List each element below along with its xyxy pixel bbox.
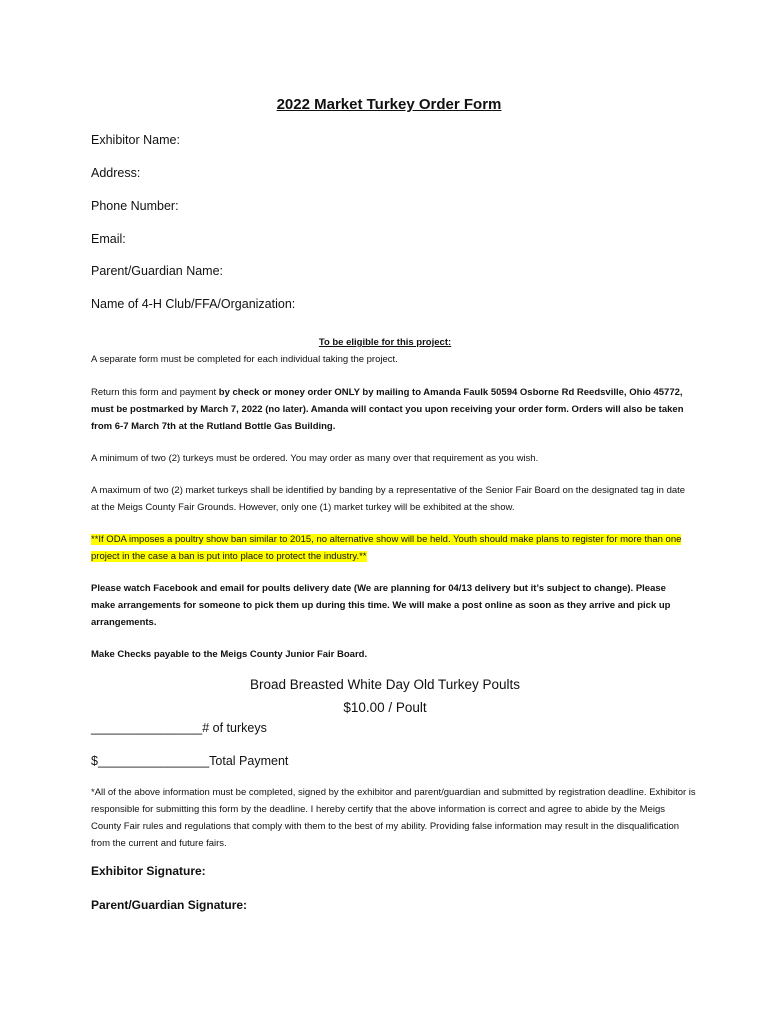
checks-payable-paragraph: Make Checks payable to the Meigs County Junior Fair Board. [91, 649, 368, 660]
number-of-turkeys-line: ________________# of turkeys [91, 721, 267, 735]
exhibitor-signature-label: Exhibitor Signature: [91, 864, 206, 878]
certification-paragraph: *All of the above information must be completed, signed by the exhibitor and parent/guardian and submitted by registration deadline. Exhibitor is responsible for submitting this form by the deadline. I hereby certify that the above information is correct and agree to abide by the Meigs County Fair rules and regulations that comply with them to the best of my ability. Providing false information may result in the disqualification from the current and future fairs. [91, 787, 696, 849]
form-title: 2022 Market Turkey Order Form [276, 96, 502, 113]
return-bold-text: by check or money order ONLY by mailing to Amanda Faulk 50594 Osborne Rd Reedsville, Ohio 45772, must be postmarked by March 7, 2022 (no later). Amanda will contact you upon receiving your order form. Orders will also be taken from 6-7 March 7th at the Rutland Bottle Gas Building. [91, 387, 684, 432]
facebook-delivery-paragraph: Please watch Facebook and email for poults delivery date (We are planning for 04/13 delivery but it’s subject to change). Please make arrangements for someone to pick them up during this time. We will make a post online as soon as they arrive and pick up arrangements. [91, 583, 671, 628]
minimum-order-paragraph: A minimum of two (2) turkeys must be ordered. You may order as many over that requirement as you wish. [91, 453, 539, 464]
oda-ban-highlighted-text: **If ODA imposes a poultry show ban similar to 2015, no alternative show will be held. Youth should make plans to register for more than one project in the case a ban is put into place to protect the industry.** [91, 534, 682, 562]
address-label: Address: [91, 166, 141, 180]
parent-guardian-signature-label: Parent/Guardian Signature: [91, 898, 248, 912]
email-label: Email: [91, 232, 126, 246]
parent-guardian-name-label: Parent/Guardian Name: [91, 264, 224, 278]
product-price: $10.00 / Poult [343, 700, 427, 715]
maximum-turkeys-paragraph: A maximum of two (2) market turkeys shall be identified by banding by a representative of the Senior Fair Board on the designated tag in date at the Meigs County Fair Grounds. However, only one (1) market turkey will be exhibited at the show. [91, 485, 686, 513]
return-lead-text: Return this form and payment [91, 387, 219, 398]
organization-name-label: Name of 4-H Club/FFA/Organization: [91, 297, 296, 311]
exhibitor-name-label: Exhibitor Name: [91, 133, 180, 147]
eligibility-heading: To be eligible for this project: [318, 337, 452, 348]
phone-number-label: Phone Number: [91, 199, 179, 213]
oda-ban-paragraph [91, 531, 691, 565]
separate-form-paragraph: A separate form must be completed for each individual taking the project. [91, 354, 398, 365]
return-instructions-paragraph [91, 384, 691, 435]
total-payment-line: $________________Total Payment [91, 754, 289, 768]
product-name: Broad Breasted White Day Old Turkey Poults [249, 677, 521, 692]
